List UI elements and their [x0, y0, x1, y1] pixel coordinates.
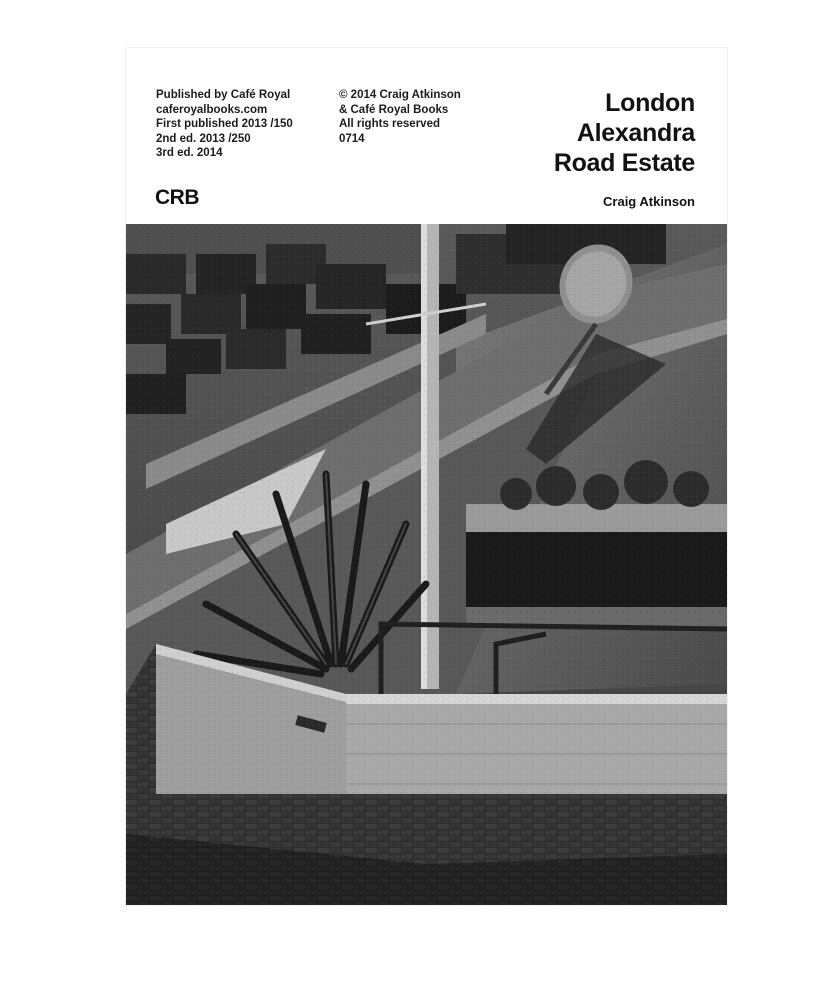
second-edition-line: 2nd ed. 2013 /250: [156, 132, 251, 145]
copyright-coholder-line: & Café Royal Books: [339, 103, 449, 116]
cover-photo: [126, 224, 727, 905]
copyright-line: © 2014 Craig Atkinson: [339, 89, 461, 101]
issue-code: 0714: [339, 132, 365, 145]
first-published-line: First published 2013 /150: [156, 118, 293, 130]
rights-info: [339, 88, 509, 146]
publisher-line: Published by Café Royal: [156, 89, 291, 101]
publisher-website: caferoyalbooks.com: [156, 103, 268, 116]
publisher-info: [156, 88, 336, 161]
title-line-1: London: [605, 89, 695, 117]
author-name: Craig Atkinson: [603, 194, 695, 209]
rights-reserved-line: All rights reserved: [339, 118, 440, 130]
book-title: [554, 88, 695, 178]
title-line-2: Alexandra: [576, 119, 695, 147]
publisher-logo: CRB: [155, 186, 199, 209]
title-line-3: Road Estate: [553, 149, 695, 177]
third-edition-line: 3rd ed. 2014: [156, 147, 223, 159]
book-cover: [126, 48, 727, 905]
